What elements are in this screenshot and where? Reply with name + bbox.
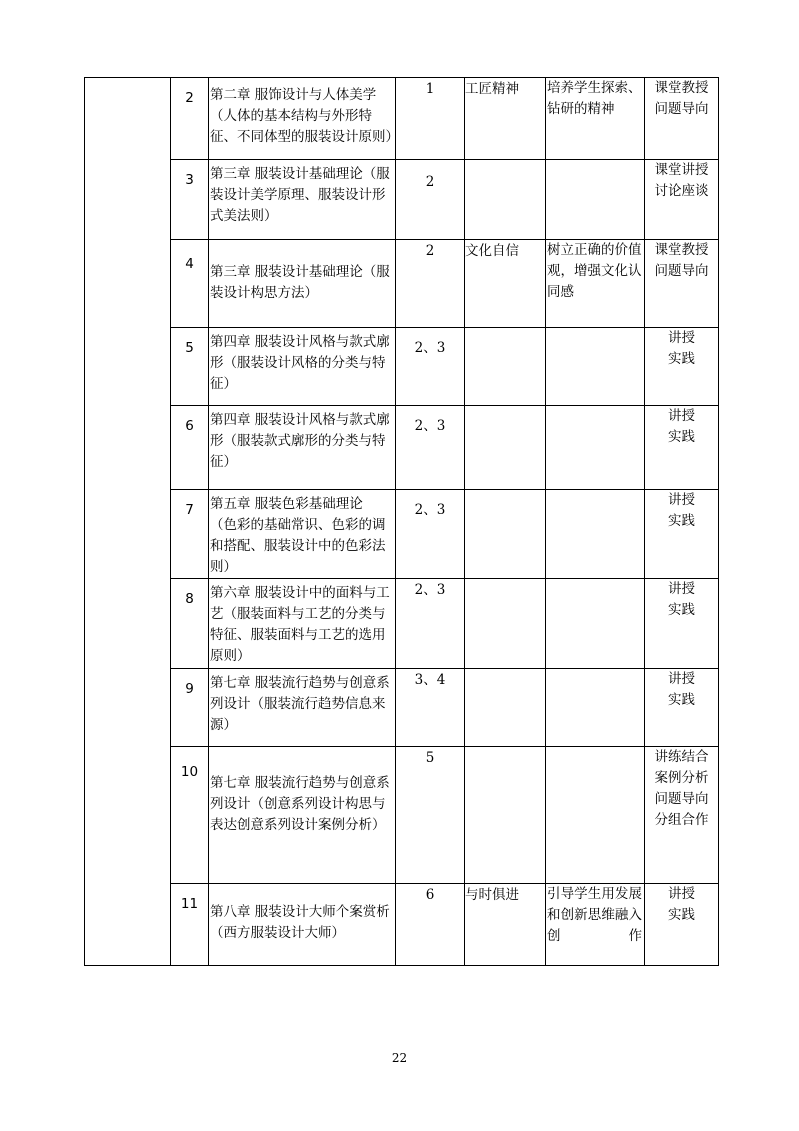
teaching-method: 课堂讲授 讨论座谈 [645, 160, 719, 240]
hours-cell: 2 [396, 240, 465, 328]
hours-cell: 1 [396, 78, 465, 160]
hours-cell: 2、3 [396, 579, 465, 669]
table-row [85, 490, 719, 579]
teaching-method: 讲练结合 案例分析 问题导向 分组合作 [645, 747, 719, 884]
hours-cell: 6 [396, 884, 465, 966]
teaching-goal: 引导学生用发展和创新思维融入创作 [546, 884, 645, 966]
teaching-goal: 培养学生探索、钻研的精神 [546, 78, 645, 160]
ideology-element: 工匠精神 [465, 78, 546, 160]
teaching-goal [546, 579, 645, 669]
session-number: 9 [171, 669, 209, 747]
teaching-goal [546, 160, 645, 240]
chapter-content: 第六章 服装设计中的面料与工艺（服装面料与工艺的分类与特征、服装面料与工艺的选用原则） [209, 579, 396, 669]
session-number: 6 [171, 406, 209, 490]
teaching-method: 讲授 实践 [645, 669, 719, 747]
session-number: 8 [171, 579, 209, 669]
teaching-method: 讲授 实践 [645, 328, 719, 406]
table-row [85, 406, 719, 490]
table-row [85, 78, 719, 160]
chapter-content: 第七章 服装流行趋势与创意系列设计（服装流行趋势信息来源） [209, 669, 396, 747]
ideology-element [465, 160, 546, 240]
teaching-method: 讲授 实践 [645, 579, 719, 669]
ideology-element: 与时俱进 [465, 884, 546, 966]
teaching-method: 课堂教授 问题导向 [645, 78, 719, 160]
hours-cell: 2、3 [396, 328, 465, 406]
teaching-goal [546, 747, 645, 884]
merged-blank-cell [85, 78, 171, 966]
hours-cell: 2、3 [396, 490, 465, 579]
table-row [85, 579, 719, 669]
ideology-element [465, 669, 546, 747]
chapter-content: 第四章 服装设计风格与款式廓形（服装款式廓形的分类与特征） [209, 406, 396, 490]
table-row [85, 884, 719, 966]
teaching-goal: 树立正确的价值观，增强文化认同感 [546, 240, 645, 328]
hours-cell: 5 [396, 747, 465, 884]
session-number: 4 [171, 240, 209, 328]
chapter-content: 第三章 服装设计基础理论（服装设计构思方法） [209, 240, 396, 328]
table-row [85, 328, 719, 406]
hours-cell: 3、4 [396, 669, 465, 747]
session-number: 2 [171, 78, 209, 160]
chapter-content: 第五章 服装色彩基础理论 （色彩的基础常识、色彩的调和搭配、服装设计中的色彩法则） [209, 490, 396, 579]
table-row [85, 240, 719, 328]
table-row [85, 747, 719, 884]
session-number: 7 [171, 490, 209, 579]
table-row [85, 160, 719, 240]
session-number: 5 [171, 328, 209, 406]
chapter-content: 第三章 服装设计基础理论（服装设计美学原理、服装设计形式美法则） [209, 160, 396, 240]
ideology-element [465, 579, 546, 669]
ideology-element [465, 406, 546, 490]
teaching-method: 课堂教授 问题导向 [645, 240, 719, 328]
teaching-goal [546, 669, 645, 747]
teaching-goal [546, 328, 645, 406]
teaching-goal [546, 406, 645, 490]
table-row [85, 669, 719, 747]
ideology-element [465, 328, 546, 406]
teaching-method: 讲授 实践 [645, 406, 719, 490]
ideology-element [465, 747, 546, 884]
teaching-method: 讲授 实践 [645, 490, 719, 579]
chapter-content: 第八章 服装设计大师个案赏析（西方服装设计大师） [209, 884, 396, 966]
hours-cell: 2、3 [396, 406, 465, 490]
course-schedule-table [84, 77, 719, 966]
session-number: 3 [171, 160, 209, 240]
teaching-goal [546, 490, 645, 579]
session-number: 11 [171, 884, 209, 966]
ideology-element: 文化自信 [465, 240, 546, 328]
ideology-element [465, 490, 546, 579]
session-number: 10 [171, 747, 209, 884]
chapter-content: 第七章 服装流行趋势与创意系列设计（创意系列设计构思与表达创意系列设计案例分析） [209, 747, 396, 884]
chapter-content: 第四章 服装设计风格与款式廓形（服装设计风格的分类与特征） [209, 328, 396, 406]
hours-cell: 2 [396, 160, 465, 240]
chapter-content: 第二章 服饰设计与人体美学（人体的基本结构与外形特征、不同体型的服装设计原则） [209, 78, 396, 160]
teaching-method: 讲授 实践 [645, 884, 719, 966]
page-number: 22 [391, 1051, 408, 1065]
